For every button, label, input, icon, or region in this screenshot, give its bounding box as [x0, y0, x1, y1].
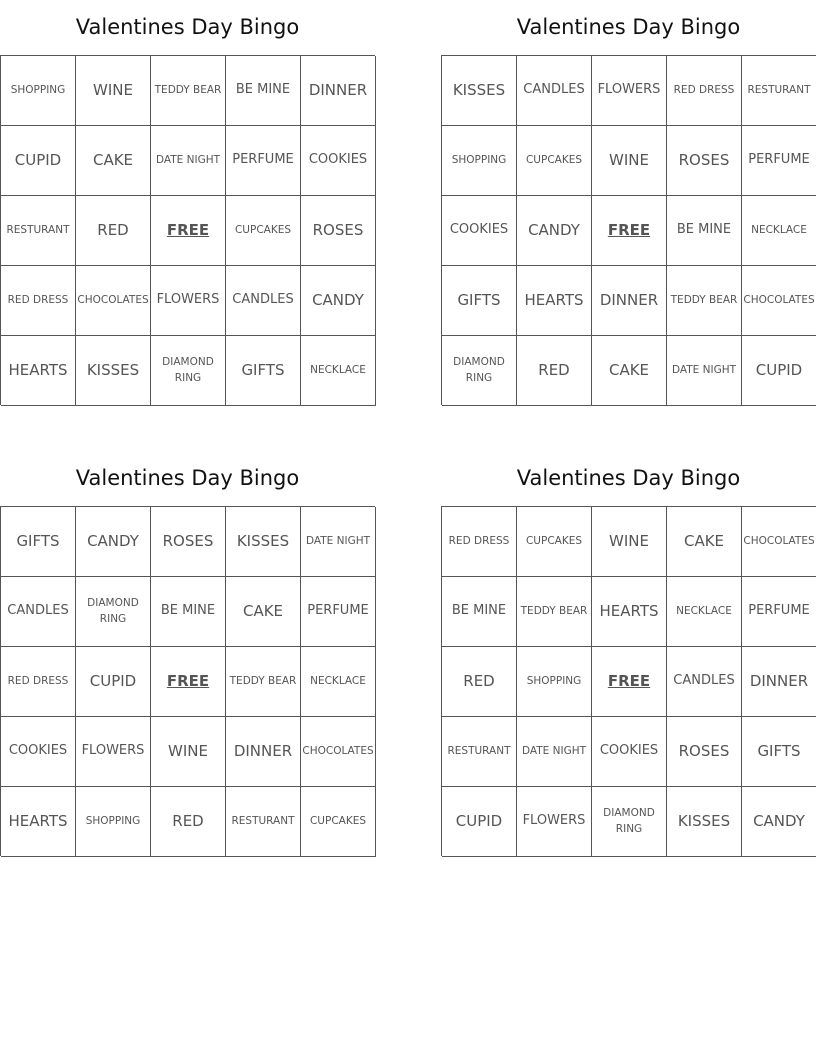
card-title: Valentines Day Bingo: [75, 466, 300, 490]
bingo-cell: KISSES: [442, 56, 517, 126]
bingo-cell: CANDLES: [667, 647, 742, 717]
bingo-cell: RED: [76, 196, 151, 266]
bingo-cell: CHOCOLATES: [742, 266, 816, 336]
bingo-cell: RESTURANT: [442, 717, 517, 787]
bingo-cell: GIFTS: [226, 336, 301, 406]
free-space: FREE: [592, 196, 667, 266]
bingo-cell: ROSES: [667, 717, 742, 787]
bingo-cell: TEDDY BEAR: [517, 577, 592, 647]
bingo-cell: RESTURANT: [1, 196, 76, 266]
bingo-cell: PERFUME: [301, 577, 376, 647]
bingo-cell: CANDLES: [226, 266, 301, 336]
bingo-grid: [441, 55, 816, 405]
bingo-cell: CUPID: [76, 647, 151, 717]
bingo-cell: CANDLES: [517, 56, 592, 126]
bingo-cell: RED DRESS: [1, 266, 76, 336]
bingo-cell: DINNER: [742, 647, 816, 717]
bingo-cell: PERFUME: [742, 126, 816, 196]
bingo-cell: CUPCAKES: [517, 126, 592, 196]
bingo-cell: CUPCAKES: [226, 196, 301, 266]
bingo-cell: NECKLACE: [301, 336, 376, 406]
bingo-cell: BE MINE: [151, 577, 226, 647]
bingo-cell: KISSES: [76, 336, 151, 406]
bingo-cell: CUPID: [1, 126, 76, 196]
bingo-cell: BE MINE: [226, 56, 301, 126]
bingo-cell: DATE NIGHT: [667, 336, 742, 406]
bingo-cell: TEDDY BEAR: [226, 647, 301, 717]
bingo-cell: CAKE: [592, 336, 667, 406]
bingo-cell: ROSES: [151, 507, 226, 577]
bingo-cell: COOKIES: [592, 717, 667, 787]
bingo-cell: HEARTS: [1, 336, 76, 406]
bingo-cell: COOKIES: [442, 196, 517, 266]
bingo-cell: DIAMOND RING: [151, 336, 226, 406]
bingo-cell: HEARTS: [592, 577, 667, 647]
bingo-cell: DINNER: [592, 266, 667, 336]
bingo-card-2: [441, 0, 816, 405]
bingo-cell: DIAMOND RING: [592, 787, 667, 857]
bingo-cell: DINNER: [301, 56, 376, 126]
free-space: FREE: [151, 196, 226, 266]
bingo-cell: FLOWERS: [517, 787, 592, 857]
bingo-cell: RED DRESS: [442, 507, 517, 577]
bingo-cell: KISSES: [226, 507, 301, 577]
bingo-cell: FLOWERS: [592, 56, 667, 126]
bingo-cell: CANDLES: [1, 577, 76, 647]
bingo-cell: CANDY: [517, 196, 592, 266]
bingo-cell: GIFTS: [442, 266, 517, 336]
bingo-cell: NECKLACE: [742, 196, 816, 266]
bingo-cell: NECKLACE: [301, 647, 376, 717]
free-space: FREE: [151, 647, 226, 717]
bingo-cell: TEDDY BEAR: [151, 56, 226, 126]
bingo-cell: RED DRESS: [667, 56, 742, 126]
bingo-cell: CUPCAKES: [301, 787, 376, 857]
bingo-cell: GIFTS: [1, 507, 76, 577]
bingo-cell: CUPCAKES: [517, 507, 592, 577]
bingo-grid: [441, 506, 816, 856]
card-title: Valentines Day Bingo: [75, 15, 300, 39]
bingo-cell: DATE NIGHT: [517, 717, 592, 787]
bingo-cell: DINNER: [226, 717, 301, 787]
bingo-cell: SHOPPING: [76, 787, 151, 857]
bingo-card-4: [441, 451, 816, 856]
bingo-cell: CUPID: [442, 787, 517, 857]
bingo-cell: GIFTS: [742, 717, 816, 787]
bingo-cell: WINE: [76, 56, 151, 126]
bingo-cell: DIAMOND RING: [76, 577, 151, 647]
bingo-cell: RED DRESS: [1, 647, 76, 717]
bingo-cell: FLOWERS: [76, 717, 151, 787]
bingo-cell: SHOPPING: [442, 126, 517, 196]
bingo-cell: ROSES: [301, 196, 376, 266]
bingo-cell: CAKE: [76, 126, 151, 196]
bingo-cell: PERFUME: [742, 577, 816, 647]
free-space: FREE: [592, 647, 667, 717]
bingo-cell: CANDY: [76, 507, 151, 577]
bingo-cell: RESTURANT: [742, 56, 816, 126]
bingo-cell: ROSES: [667, 126, 742, 196]
card-title: Valentines Day Bingo: [516, 466, 741, 490]
bingo-cell: CUPID: [742, 336, 816, 406]
bingo-cell: BE MINE: [667, 196, 742, 266]
card-title: Valentines Day Bingo: [516, 15, 741, 39]
bingo-cell: RED: [151, 787, 226, 857]
bingo-cell: COOKIES: [301, 126, 376, 196]
bingo-cell: DATE NIGHT: [301, 507, 376, 577]
bingo-cell: CANDY: [301, 266, 376, 336]
bingo-cell: FLOWERS: [151, 266, 226, 336]
bingo-cell: NECKLACE: [667, 577, 742, 647]
bingo-cell: CHOCOLATES: [301, 717, 376, 787]
bingo-cell: KISSES: [667, 787, 742, 857]
bingo-cell: CHOCOLATES: [76, 266, 151, 336]
bingo-cell: SHOPPING: [517, 647, 592, 717]
bingo-cell: COOKIES: [1, 717, 76, 787]
bingo-cell: CANDY: [742, 787, 816, 857]
bingo-cell: WINE: [592, 126, 667, 196]
bingo-cell: CHOCOLATES: [742, 507, 816, 577]
bingo-cell: HEARTS: [1, 787, 76, 857]
bingo-cell: RESTURANT: [226, 787, 301, 857]
bingo-cell: DATE NIGHT: [151, 126, 226, 196]
bingo-cell: SHOPPING: [1, 56, 76, 126]
bingo-card-1: [0, 0, 375, 405]
bingo-cell: HEARTS: [517, 266, 592, 336]
bingo-grid: [0, 506, 375, 856]
bingo-cell: PERFUME: [226, 126, 301, 196]
bingo-grid: [0, 55, 375, 405]
bingo-cell: TEDDY BEAR: [667, 266, 742, 336]
bingo-card-3: [0, 451, 375, 856]
bingo-cell: RED: [442, 647, 517, 717]
bingo-cell: CAKE: [667, 507, 742, 577]
bingo-cell: CAKE: [226, 577, 301, 647]
bingo-cell: BE MINE: [442, 577, 517, 647]
bingo-cell: WINE: [151, 717, 226, 787]
bingo-cell: DIAMOND RING: [442, 336, 517, 406]
bingo-cell: RED: [517, 336, 592, 406]
bingo-cell: WINE: [592, 507, 667, 577]
